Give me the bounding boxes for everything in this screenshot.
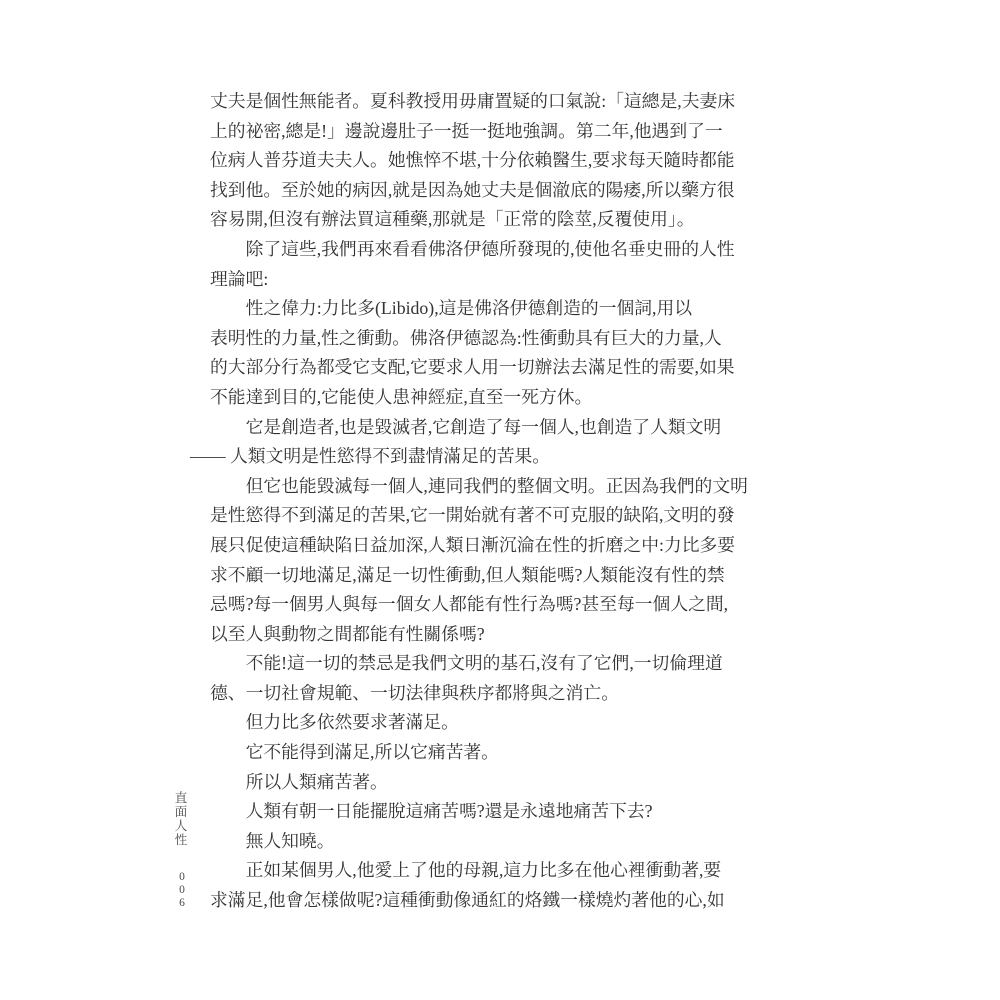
text-line: 所以人類痛苦著。 [210, 771, 388, 792]
text-line: 表明性的力量,性之衝動。佛洛伊德認為:性衝動具有巨大的力量,人 [210, 327, 722, 348]
text-line: 德、一切社會規範、一切法律與秩序都將與之消亡。 [210, 682, 619, 703]
text-line: 求滿足,他會怎樣做呢?這種衝動像通紅的烙鐵一樣燒灼著他的心,如 [210, 890, 725, 911]
body-text-block [190, 87, 772, 916]
text-line-em-dash: —— 人類文明是性慾得不到盡情滿足的苦果。 [190, 446, 551, 467]
text-line: 上的祕密,總是!」邊說邊肚子一挺一挺地強調。第二年,他遇到了一 [210, 120, 723, 141]
text-line: 它不能得到滿足,所以它痛苦著。 [210, 742, 499, 763]
text-line: 忌嗎?每一個男人與每一個女人都能有性行為嗎?甚至每一個人之間, [210, 594, 729, 615]
text-line: 是性慾得不到滿足的苦果,它一開始就有著不可克服的缺陷,文明的發 [210, 505, 735, 526]
text-line: 除了這些,我們再來看看佛洛伊德所發現的,使他名垂史冊的人性 [210, 238, 735, 259]
page-number: 006 [176, 871, 188, 910]
text-line: 位病人普芬道夫夫人。她憔悴不堪,十分依賴醫生,要求每天隨時都能 [210, 150, 735, 171]
text-line: 求不顧一切地滿足,滿足一切性衝動,但人類能嗎?人類能沒有性的禁 [210, 564, 725, 585]
text-line: 的大部分行為都受它支配,它要求人用一切辦法去滿足性的需要,如果 [210, 357, 735, 378]
text-line: 正如某個男人,他愛上了他的母親,這力比多在他心裡衝動著,要 [210, 860, 722, 881]
text-line: 不能達到目的,它能使人患神經症,直至一死方休。 [210, 386, 593, 407]
text-line: 丈夫是個性無能者。夏科教授用毋庸置疑的口氣說:「這總是,夫妻床 [210, 91, 736, 111]
text-line: 以至人與動物之間都能有性關係嗎? [210, 623, 485, 644]
text-line: 無人知曉。 [210, 830, 335, 851]
text-line: 人類有朝一日能擺脫這痛苦嗎?還是永遠地痛苦下去? [210, 801, 653, 822]
text-line: 容易開,但沒有辦法買這種藥,那就是「正常的陰莖,反覆使用」。 [210, 209, 695, 230]
margin-book-title: 直面人性 [173, 791, 187, 847]
text-line: 但它也能毀滅每一個人,連同我們的整個文明。正因為我們的文明 [210, 475, 748, 496]
text-line: 找到他。至於她的病因,就是因為她丈夫是個澈底的陽痿,所以藥方很 [210, 179, 735, 200]
text-line: 理論吧: [210, 268, 269, 289]
text-line: 但力比多依然要求著滿足。 [210, 712, 459, 733]
text-line: 展只促使這種缺陷日益加深,人類日漸沉淪在性的折磨之中:力比多要 [210, 534, 736, 555]
text-line: 性之偉力:力比多(Libido),這是佛洛伊德創造的一個詞,用以 [210, 298, 693, 319]
text-line: 它是創造者,也是毀滅者,它創造了每一個人,也創造了人類文明 [210, 416, 722, 437]
text-line: 不能!這一切的禁忌是我們文明的基石,沒有了它們,一切倫理道 [210, 653, 723, 674]
